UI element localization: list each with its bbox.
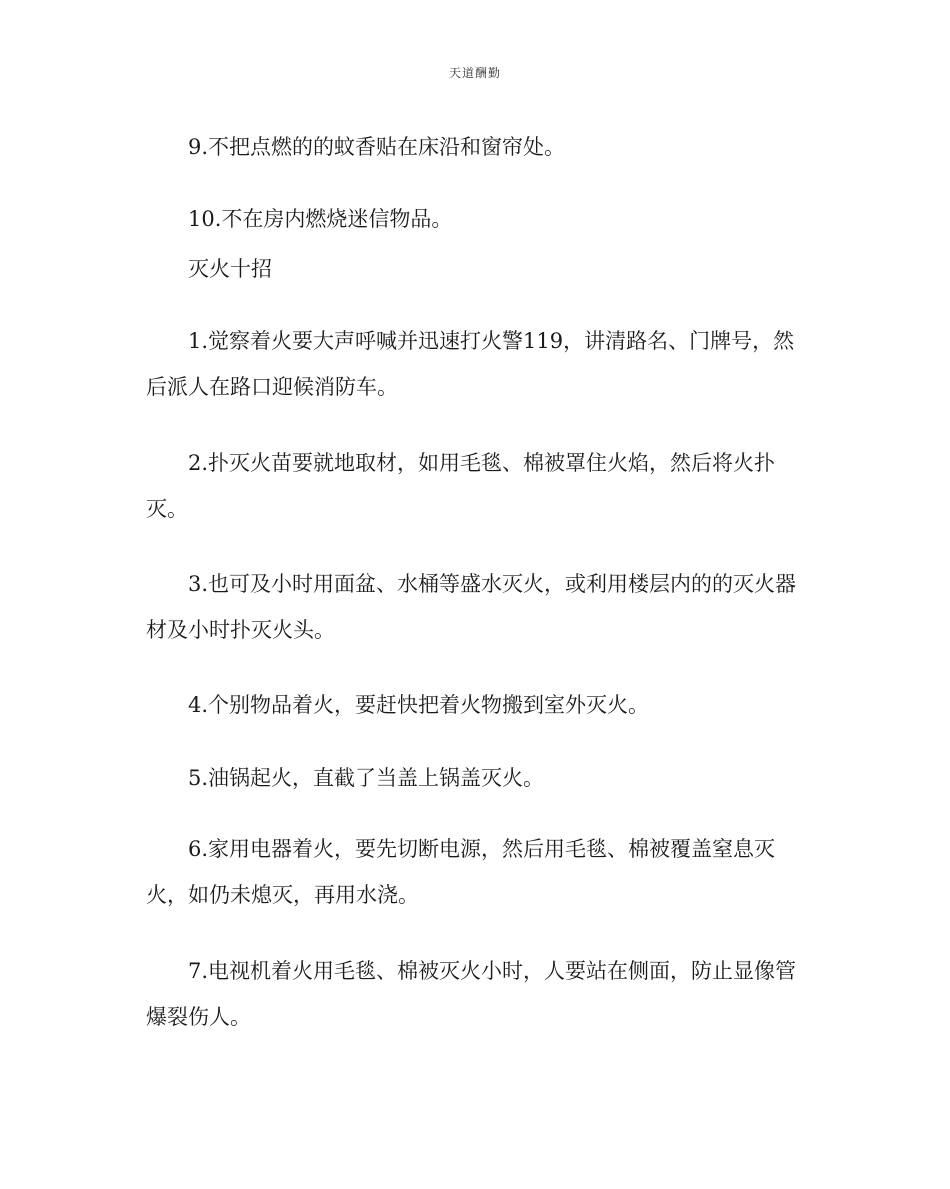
paragraph-item-9: 9.不把点燃的的蚊香贴在床沿和窗帘处。	[188, 135, 566, 159]
paragraph-tip-2: 2.扑灭火苗要就地取材，如用毛毯、棉被罩住火焰，然后将火扑灭。	[146, 451, 776, 521]
paragraph-tip-5: 5.油锅起火，直截了当盖上锅盖灭火。	[188, 766, 545, 790]
paragraph-tip-3: 3.也可及小时用面盆、水桶等盛水灭火，或利用楼层内的的灭火器材及小时扑灭火头。	[146, 572, 797, 642]
paragraph-tip-6: 6.家用电器着火，要先切断电源，然后用毛毯、棉被覆盖窒息灭火，如仍未熄灭，再用水浇。	[146, 837, 776, 907]
section-heading: 灭火十招	[188, 257, 272, 281]
paragraph-tip-1: 1.觉察着火要大声呼喊并迅速打火警119，讲清路名、门牌号，然后派人在路口迎候消防车。	[146, 329, 795, 399]
paragraph-item-10: 10.不在房内燃烧迷信物品。	[188, 207, 453, 231]
paragraph-tip-4: 4.个别物品着火，要赶快把着火物搬到室外灭火。	[188, 693, 650, 717]
paragraph-tip-7: 7.电视机着火用毛毯、棉被灭火小时，人要站在侧面，防止显像管爆裂伤人。	[146, 959, 797, 1029]
page-header: 天道酬勤	[448, 66, 501, 80]
